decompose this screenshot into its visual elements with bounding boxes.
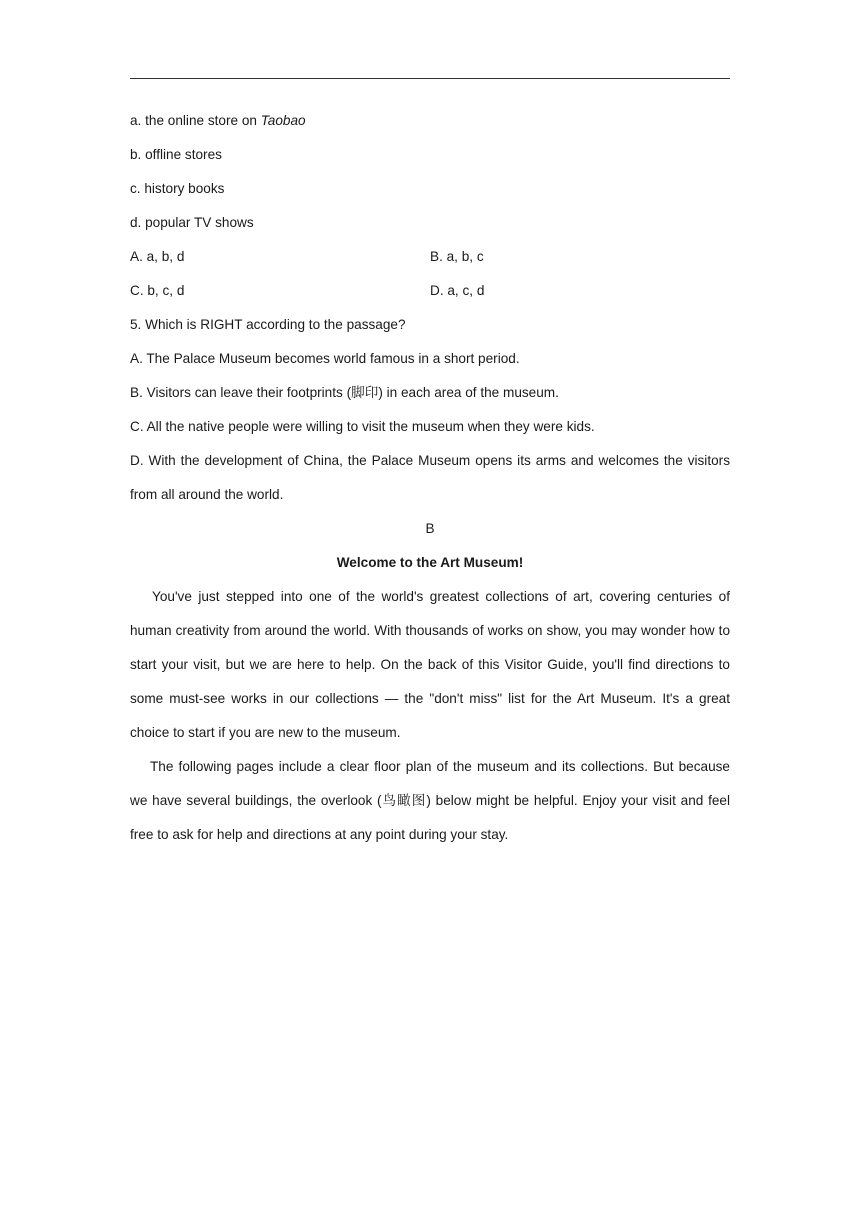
paragraph-2-prefix: The following pages include a clear floor plan of the museum and its collections. But because we have several buildings, the overlook ( <box>130 759 730 808</box>
option-a <box>130 104 730 138</box>
q5-choice-a: A. The Palace Museum becomes world famous in a short period. <box>130 351 520 366</box>
paragraph-1: You've just stepped into one of the world's greatest collections of art, covering centuries of human creativity from around the world. With thousands of works on show, you may wonder how to start your visit, but we are here to help. On the back of this Visitor Guide, you'll find directions to some must-see works in our collections — the "don't miss" list for the Art Museum. It's a great choice to start if you are new to the museum. <box>130 589 730 740</box>
q5-choice-b-chinese: 脚印 <box>351 385 379 401</box>
paragraph-2 <box>130 750 730 852</box>
option-c: c. history books <box>130 181 225 196</box>
q5-choice-b <box>130 376 730 410</box>
header-rule <box>130 78 730 79</box>
q5-choice-b-prefix: B. Visitors can leave their footprints ( <box>130 385 352 400</box>
option-b: b. offline stores <box>130 147 222 162</box>
q4-choice-b: B. a, b, c <box>430 249 484 264</box>
q4-choices-row-2 <box>130 274 730 308</box>
document-body <box>130 104 730 852</box>
q4-choice-a: A. a, b, d <box>130 249 185 264</box>
section-title: Welcome to the Art Museum! <box>336 555 524 570</box>
q4-choice-c: C. b, c, d <box>130 283 185 298</box>
option-a-italic: Taobao <box>260 113 306 128</box>
q5-question: 5. Which is RIGHT according to the passage? <box>130 317 406 332</box>
q4-choices-row-1 <box>130 240 730 274</box>
q5-choice-b-suffix: ) in each area of the museum. <box>378 385 559 400</box>
q5-choice-d: D. With the development of China, the Palace Museum opens its arms and welcomes the visitors from all around the world. <box>130 453 730 502</box>
paragraph-2-suffix: ) below might be helpful. Enjoy your visit and feel free to ask for help and directions at any point during your stay. <box>130 793 731 842</box>
q4-choice-d: D. a, c, d <box>430 283 485 298</box>
section-letter: B <box>425 521 435 536</box>
option-d: d. popular TV shows <box>130 215 254 230</box>
option-a-text: a. the online store on <box>130 113 261 128</box>
q5-choice-c: C. All the native people were willing to visit the museum when they were kids. <box>130 419 595 434</box>
paragraph-2-chinese: 鸟瞰图 <box>381 793 427 809</box>
